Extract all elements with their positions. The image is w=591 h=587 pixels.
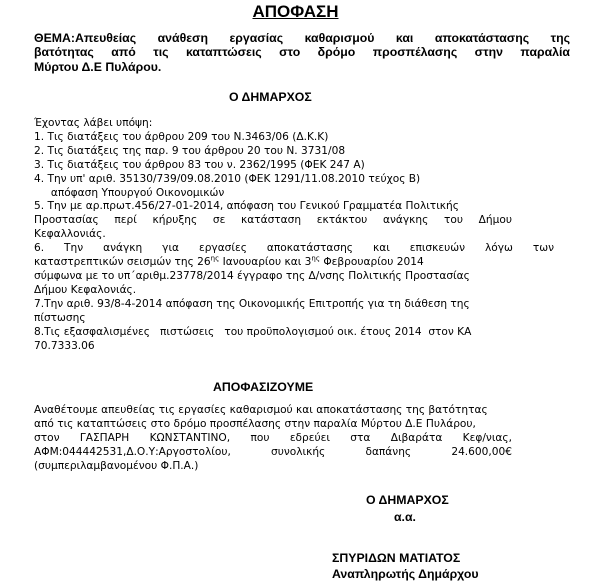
considerations-intro: Έχοντας λάβει υπόψη:: [34, 117, 153, 129]
decision-line: Αναθέτουμε απευθείας τις εργασίες καθαρισμού και αποκατάστασης της βατότητας: [34, 404, 488, 416]
decision-line: από τις καταπτώσεις στο δρόμο προσπέλασης στην παραλία Μύρτου Δ.Ε Πυλάρου,: [34, 417, 476, 430]
consideration-item: Προστασίας περί κήρυξης σε κατάσταση εκτάκτου ανάγκης του Δήμου: [34, 214, 512, 227]
consideration-item: απόφαση Υπουργού Οικονομικών: [34, 186, 225, 199]
signature-role: Ο ΔΗΜΑΡΧΟΣ: [366, 493, 449, 507]
consideration-item: 1. Τις διατάξεις του άρθρου 209 του Ν.3463/06 (Δ.Κ.Κ): [34, 130, 329, 143]
item6-text: Ιανουαρίου και 3: [219, 256, 312, 269]
document-title: ΑΠΟΦΑΣΗ: [252, 2, 339, 21]
decision-line: στον ΓΑΣΠΑΡΗ ΚΩΝΣΤΑΝΤΙΝΟ, που εδρεύει στα Διβαράτα Κεφ/νιας,: [34, 431, 512, 444]
superscript: ης: [311, 254, 320, 263]
consideration-item-6-line: [34, 256, 554, 270]
consideration-item: 5. Την με αρ.πρωτ.456/27-01-2014, απόφαση του Γενικού Γραμματέα Πολιτικής: [34, 200, 459, 213]
consideration-item: 8.Τις εξασφαλισμένες πιστώσεις του προϋπολογισμού οικ. έτους 2014 στον ΚΑ: [34, 325, 472, 338]
subject-block: [34, 31, 570, 74]
consideration-item: πίστωσης: [34, 311, 86, 324]
consideration-item-6-line: Δήμου Κεφαλονιάς.: [34, 283, 137, 296]
consideration-item-6-line: 6. Την ανάγκη για εργασίες αποκατάστασης και επισκευών λόγω των: [34, 242, 554, 255]
subject-line: ΘΕΜΑ:Απευθείας ανάθεση εργασίας καθαρισμού και αποκατάστασης της: [34, 31, 570, 45]
item6-text: Φεβρουαρίου 2014: [319, 256, 424, 269]
mayor-heading: Ο ΔΗΜΑΡΧΟΣ: [229, 90, 312, 104]
decision-line: (συμπεριλαμβανομένου Φ.Π.Α.): [34, 459, 199, 472]
consideration-item-6-line: σύμφωνα με το υπ΄αριθμ.23778/2014 έγγραφο της Δ/νσης Πολιτικής Προστασίας: [34, 269, 470, 282]
decide-heading: ΑΠΟΦΑΣΙΖΟΥΜΕ: [213, 380, 314, 394]
consideration-item: 4. Την υπ' αριθ. 35130/739/09.08.2010 (ΦΕΚ 1291/11.08.2010 τεύχος Β): [34, 172, 421, 185]
consideration-item: 3. Τις διατάξεις του άρθρου 83 του ν. 2362/1995 (ΦΕΚ 247 Α): [34, 158, 365, 171]
consideration-item: Κεφαλλονιάς.: [34, 228, 106, 241]
consideration-item: 2. Τις διατάξεις της παρ. 9 του άρθρου 20 του Ν. 3731/08: [34, 144, 346, 157]
subject-line: βατότητας από τις καταπτώσεις στο δρόμο προσπέλασης στην παραλία: [34, 45, 570, 60]
consideration-item: 7.Την αριθ. 93/8-4-2014 απόφαση της Οικονομικής Επιτροπής για τη διάθεση της: [34, 297, 470, 310]
decision-line: ΑΦΜ:044442531,Δ.Ο.Υ:Αργοστολίου, συνολικής δαπάνης 24.600,00€: [34, 445, 512, 458]
consideration-item: 70.7333.06: [34, 339, 95, 352]
item6-text: καταστρεπτικών σεισμών της 26: [34, 256, 211, 269]
signature-aa: α.α.: [394, 510, 416, 524]
superscript: ης: [210, 254, 220, 263]
considerations-block: [34, 117, 554, 353]
signatory-name: ΣΠΥΡΙΔΩΝ ΜΑΤΙΑΤΟΣ: [332, 551, 461, 565]
subject-line: Μύρτου Δ.Ε Πυλάρου.: [34, 59, 162, 74]
decision-block: [34, 404, 512, 474]
signatory-title: Αναπληρωτής Δημάρχου: [332, 567, 479, 581]
